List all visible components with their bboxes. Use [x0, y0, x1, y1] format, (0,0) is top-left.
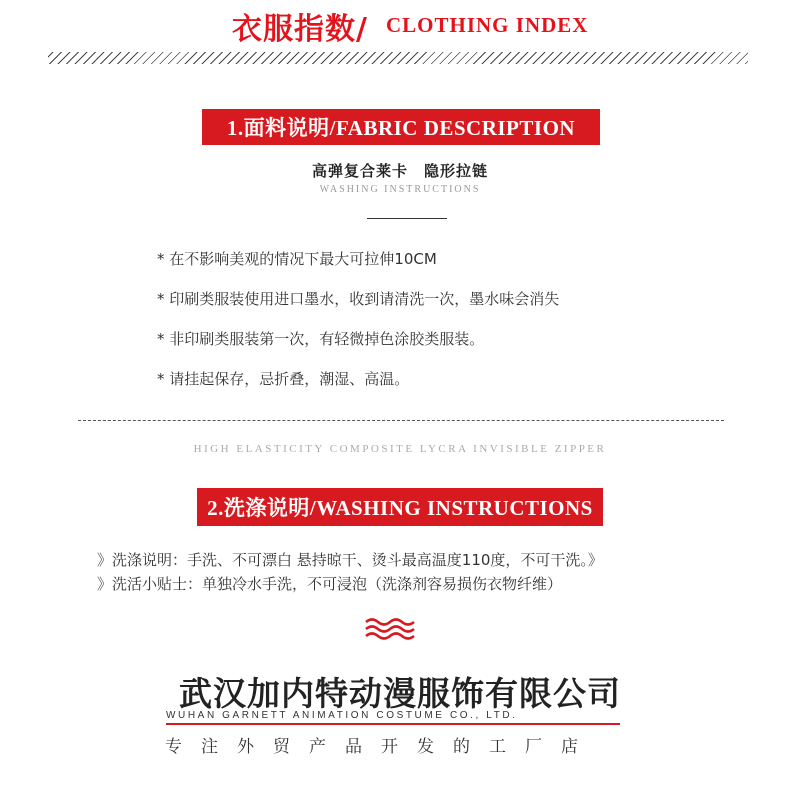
company-name-zh: 武汉加内特动漫服饰有限公司	[179, 674, 621, 713]
fabric-footer-en: HIGH ELASTICITY COMPOSITE LYCRA INVISIBLE ZIPPER	[193, 443, 607, 455]
company-underline	[166, 723, 620, 725]
red-wave-icon	[364, 616, 416, 642]
fabric-bullet: * 印刷类服装使用进口墨水，收到请清洗一次，墨水味会消失	[157, 290, 560, 308]
company-slogan: 专注外贸产品开发的工厂店	[165, 737, 597, 757]
washing-section-banner	[197, 488, 603, 526]
fabric-bullet: * 非印刷类服装第一次，有轻微掉色涂胶类服装。	[157, 330, 485, 348]
fabric-subtitle-zh: 高弹复合莱卡 隐形拉链	[311, 162, 488, 180]
hatched-divider	[48, 52, 748, 64]
fabric-subtitle-en: WASHING INSTRUCTIONS	[319, 184, 481, 195]
company-name-en: WUHAN GARNETT ANIMATION COSTUME CO., LTD.	[166, 710, 518, 721]
fabric-bullet: * 在不影响美观的情况下最大可拉伸10CM	[157, 250, 437, 268]
washing-line: 》洗涤说明：手洗、不可漂白 悬持晾干、烫斗最高温度110度，不可干洗。》	[97, 551, 603, 569]
fabric-banner-label: 1.面料说明/FABRIC DESCRIPTION	[226, 116, 576, 140]
page-title-zh: 衣服指数/	[232, 12, 368, 47]
washing-line: 》洗活小贴士：单独冷水手洗，不可浸泡（洗涤剂容易损伤衣物纤维）	[97, 575, 563, 593]
page-title-en: CLOTHING INDEX	[386, 13, 589, 37]
fabric-section-banner	[202, 109, 600, 145]
dashed-divider	[78, 420, 724, 421]
fabric-bullet: * 请挂起保存，忌折叠，潮湿、高温。	[157, 370, 410, 388]
washing-banner-label: 2.洗涤说明/WASHING INSTRUCTIONS	[207, 496, 593, 520]
subtitle-underline	[367, 218, 447, 219]
